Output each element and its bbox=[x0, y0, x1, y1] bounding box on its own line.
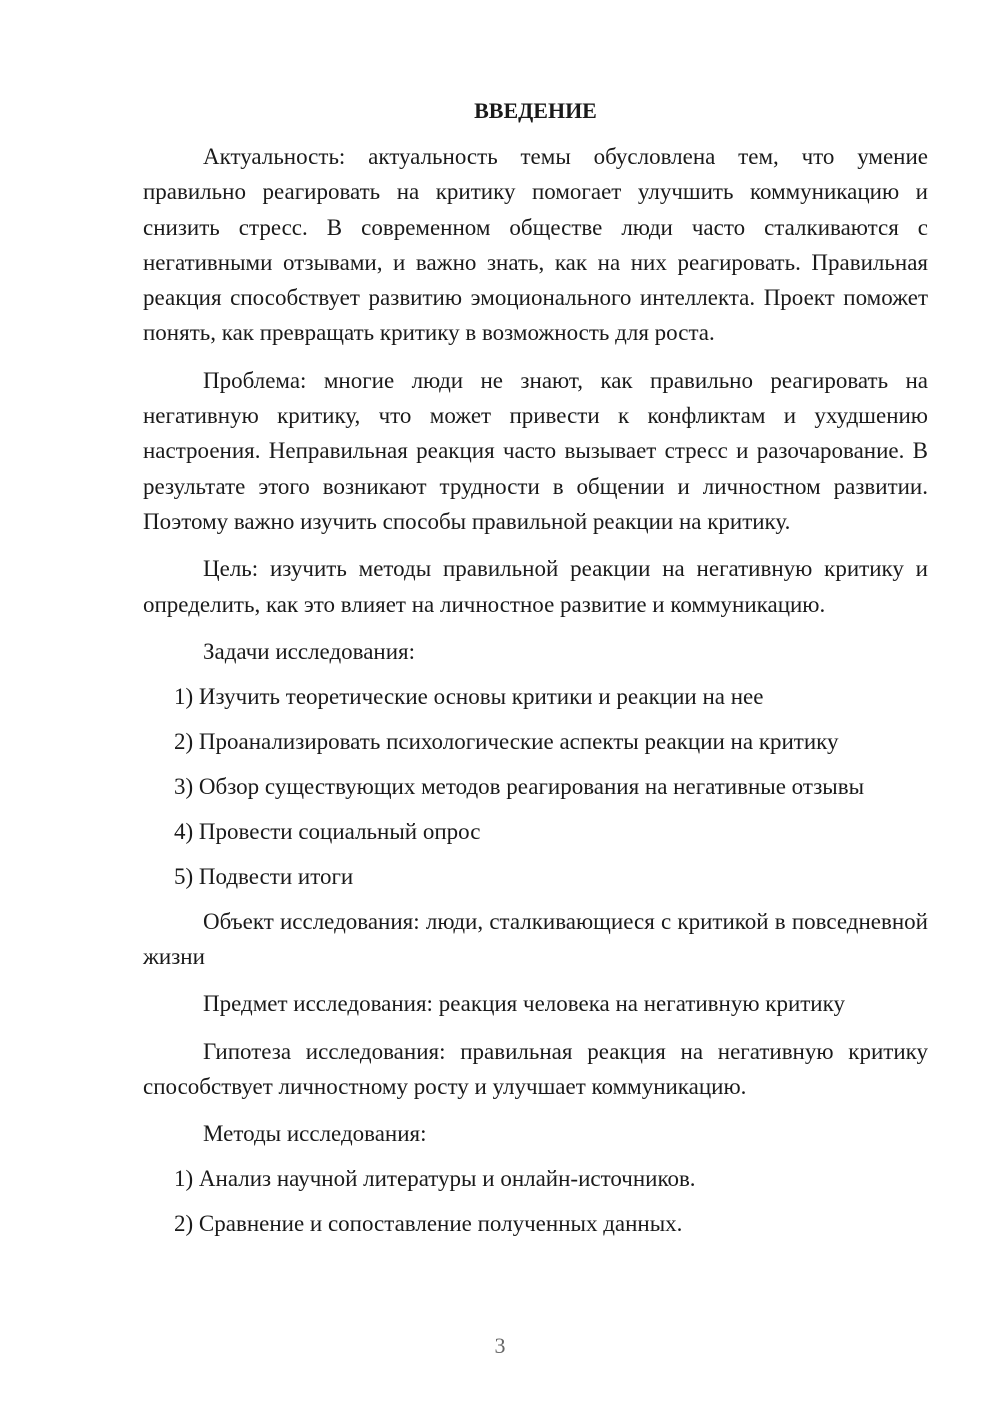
method-item: 1) Анализ научной литературы и онлайн-источников. bbox=[174, 1166, 696, 1192]
goal-paragraph: Цель: изучить методы правильной реакции на негативную критику и определить, как это влияет на личностное развитие и коммуникацию. bbox=[143, 556, 928, 617]
page-number: 3 bbox=[494, 1333, 506, 1358]
methods-heading: Методы исследования: bbox=[203, 1121, 427, 1147]
task-item: 3) Обзор существующих методов реагирования на негативные отзывы bbox=[174, 773, 865, 799]
tasks-heading: Задачи исследования: bbox=[203, 638, 416, 664]
task-item: 1) Изучить теоретические основы критики и реакции на нее bbox=[174, 683, 764, 709]
task-item: 5) Подвести итоги bbox=[174, 863, 354, 889]
relevance-paragraph: Актуальность: актуальность темы обусловлена тем, что умение правильно реагировать на критику помогает улучшить коммуникацию и снизить стресс. В современном обществе люди часто сталкиваются с негативными отзывами, и важно знать, как на них реагировать. Правильная реакция способствует развитию эмоционального интеллекта. Проект поможет понять, как превращать критику в возможность для роста. bbox=[143, 144, 928, 346]
task-item: 4) Провести социальный опрос bbox=[174, 818, 481, 844]
task-item: 2) Проанализировать психологические аспекты реакции на критику bbox=[174, 728, 839, 754]
section-title: ВВЕДЕНИЕ bbox=[474, 98, 597, 123]
document-page bbox=[143, 96, 928, 1251]
hypothesis-paragraph: Гипотеза исследования: правильная реакция на негативную критику способствует личностному росту и улучшает коммуникацию. bbox=[143, 1038, 928, 1100]
object-paragraph: Объект исследования: люди, сталкивающиеся с критикой в повседневной жизни bbox=[143, 908, 928, 970]
tasks-list bbox=[143, 679, 928, 894]
subject-paragraph: Предмет исследования: реакция человека на негативную критику bbox=[203, 991, 845, 1017]
method-item: 2) Сравнение и сопоставление полученных данных. bbox=[174, 1211, 683, 1237]
problem-paragraph: Проблема: многие люди не знают, как правильно реагировать на негативную критику, что может привести к конфликтам и ухудшению настроения. Неправильная реакция часто вызывает стресс и разочарование. В результате этого возникают трудности в общении и личностном развитии. Поэтому важно изучить способы правильной реакции на критику. bbox=[143, 367, 928, 534]
methods-list bbox=[143, 1161, 928, 1241]
